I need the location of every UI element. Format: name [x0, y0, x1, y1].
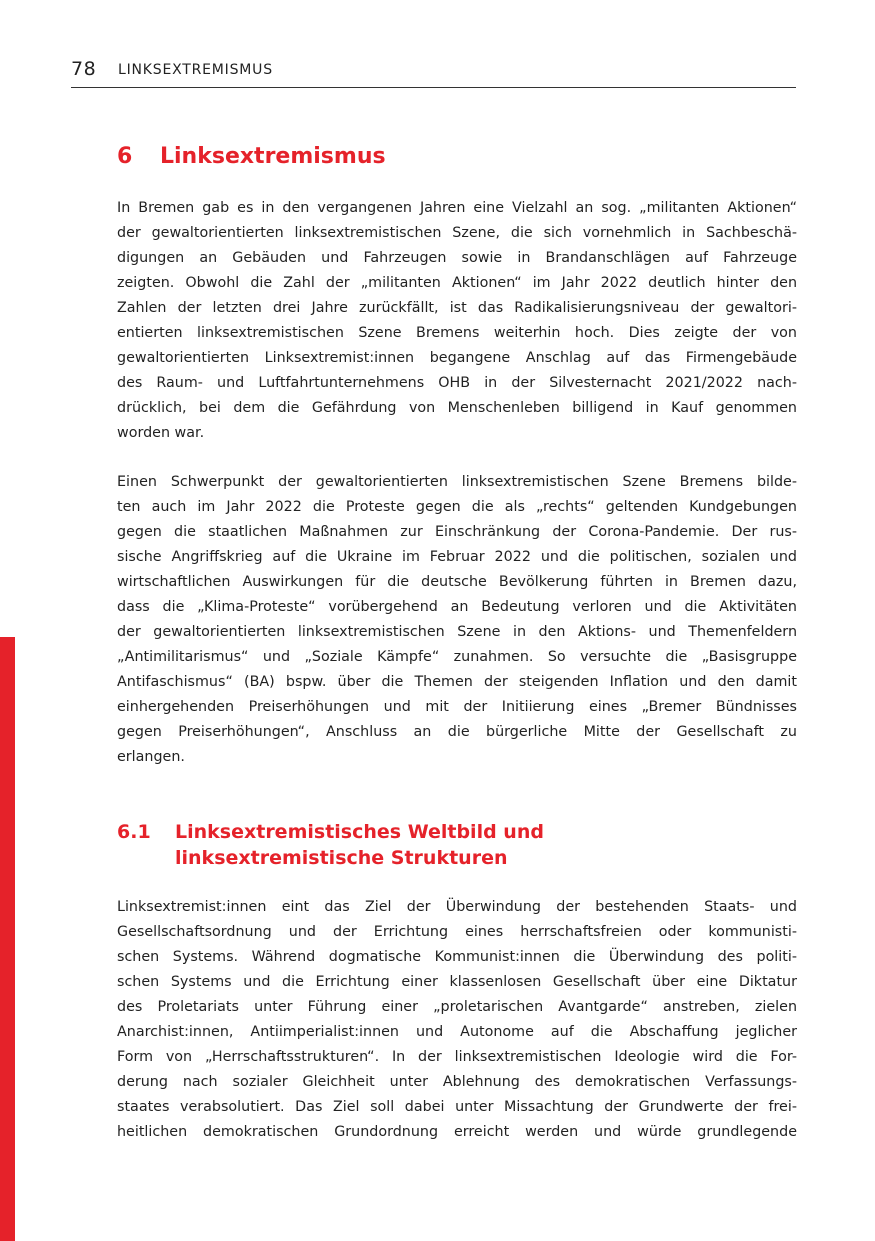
text-line: derung nach sozialer Gleichheit unter Ablehnung des demokratischen Verfassungs-: [117, 1074, 797, 1090]
text-line: wirtschaftlichen Auswirkungen für die deutsche Bevölkerung führten in Bremen dazu,: [117, 574, 797, 590]
text-line: dass die „Klima-Proteste“ vorübergehend an Bedeutung verloren und die Aktivitäten: [117, 599, 797, 615]
text-line: Gesellschaftsordnung und der Errichtung eines herrschaftsfreien oder kommunisti-: [117, 924, 797, 940]
text-line: schen Systems und die Errichtung einer klassenlosen Gesellschaft über eine Diktatur: [117, 974, 797, 990]
text-line: gegen die staatlichen Maßnahmen zur Einschränkung der Corona-Pandemie. Der rus-: [117, 524, 797, 540]
text-line: des Proletariats unter Führung einer „proletarischen Avantgarde“ anstreben, zielen: [117, 999, 797, 1015]
text-line: Antifaschismus“ (BA) bspw. über die Themen der steigenden Inflation und den damit: [117, 674, 797, 690]
text-line: des Raum- und Luftfahrtunternehmens OHB in der Silvesternacht 2021/2022 nach-: [117, 375, 797, 391]
paragraph-worldview: [117, 895, 797, 1145]
paragraph-intro: [117, 196, 797, 446]
running-title: LINKSEXTREMISMUS: [118, 62, 273, 78]
section-title-line: linksextremistische Strukturen: [175, 847, 508, 869]
text-line: schen Systems. Während dogmatische Kommunist:innen die Überwindung des politi-: [117, 949, 797, 965]
text-line: entierten linksextremistischen Szene Bremens weiterhin hoch. Dies zeigte der von: [117, 325, 797, 341]
page-number: 78: [71, 58, 97, 80]
text-line: digungen an Gebäuden und Fahrzeugen sowie in Brandanschlägen auf Fahrzeuge: [117, 250, 797, 266]
text-line: sische Angriffskrieg auf die Ukraine im Februar 2022 und die politischen, sozialen und: [117, 549, 797, 565]
text-line: worden war.: [117, 425, 205, 441]
section-number: 6.1: [117, 821, 151, 843]
text-line: erlangen.: [117, 749, 185, 765]
chapter-number: 6: [117, 144, 133, 169]
section-title-line: Linksextremistisches Weltbild und: [175, 821, 544, 843]
paragraph-focus: [117, 470, 797, 770]
running-header: [71, 58, 796, 88]
text-line: Einen Schwerpunkt der gewaltorientierten linksextremistischen Szene Bremens bilde-: [117, 474, 797, 490]
text-line: staates verabsolutiert. Das Ziel soll dabei unter Missachtung der Grundwerte der frei-: [117, 1099, 797, 1115]
text-line: ten auch im Jahr 2022 die Proteste gegen die als „rechts“ geltenden Kundgebungen: [117, 499, 797, 515]
text-line: gewaltorientierten Linksextremist:innen begangene Anschlag auf das Firmengebäude: [117, 350, 797, 366]
text-line: einhergehenden Preiserhöhungen und mit der Initiierung eines „Bremer Bündnisses: [117, 699, 797, 715]
text-line: zeigten. Obwohl die Zahl der „militanten Aktionen“ im Jahr 2022 deutlich hinter den: [117, 275, 797, 291]
text-line: Zahlen der letzten drei Jahre zurückfällt, ist das Radikalisierungsniveau der gewaltori-: [117, 300, 797, 316]
text-line: Linksextremist:innen eint das Ziel der Überwindung der bestehenden Staats- und: [117, 899, 797, 915]
text-line: der gewaltorientierten linksextremistischen Szene in den Aktions- und Themenfeldern: [117, 624, 797, 640]
text-line: heitlichen demokratischen Grundordnung erreicht werden und würde grundlegende: [117, 1124, 797, 1140]
text-line: „Antimilitarismus“ und „Soziale Kämpfe“ zunahmen. So versuchte die „Basisgruppe: [117, 649, 797, 665]
chapter-title: Linksextremismus: [160, 144, 386, 169]
text-line: der gewaltorientierten linksextremistischen Szene, die sich vornehmlich in Sachbeschä-: [117, 225, 797, 241]
margin-color-bar: [0, 637, 15, 1241]
chapter-heading: [117, 143, 797, 173]
text-line: drücklich, bei dem die Gefährdung von Menschenleben billigend in Kauf genommen: [117, 400, 797, 416]
text-line: Form von „Herrschaftsstrukturen“. In der linksextremistischen Ideologie wird die For-: [117, 1049, 797, 1065]
section-title: [175, 819, 544, 871]
text-line: Anarchist:innen, Antiimperialist:innen und Autonome auf die Abschaffung jeglicher: [117, 1024, 797, 1040]
text-line: In Bremen gab es in den vergangenen Jahren eine Vielzahl an sog. „militanten Aktionen“: [117, 200, 797, 216]
text-line: gegen Preiserhöhungen“, Anschluss an die bürgerliche Mitte der Gesellschaft zu: [117, 724, 797, 740]
